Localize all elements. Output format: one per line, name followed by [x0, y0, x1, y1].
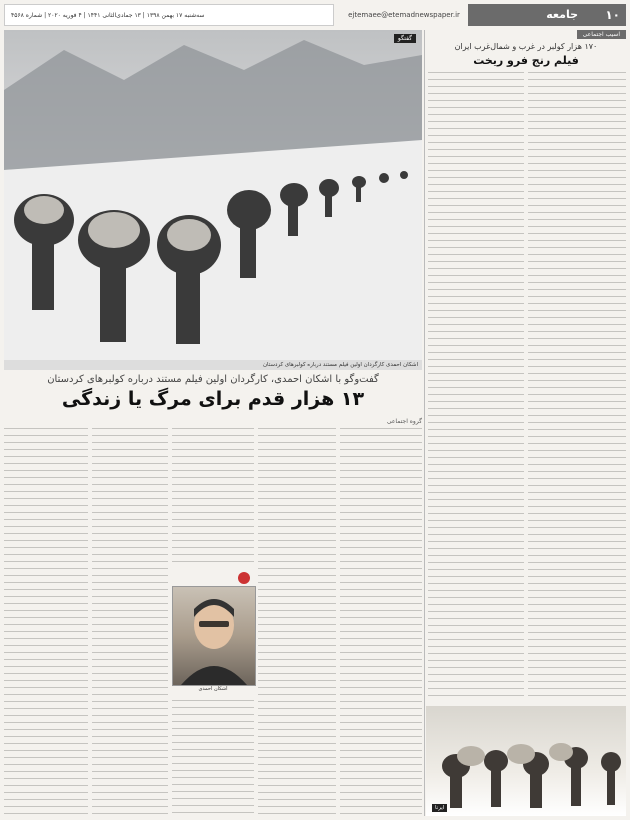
badge-dot — [238, 572, 250, 584]
photo-caption: اشکان احمدی کارگردان اولین فیلم مستند درباره کولبرهای کردستان — [4, 360, 422, 370]
portrait-illustration — [173, 587, 255, 685]
portrait-photo — [172, 586, 256, 686]
section-name: جامعه — [546, 8, 578, 21]
article-headline: ۱۳ هزار قدم برای مرگ یا زندگی — [61, 388, 365, 410]
text-column-1 — [4, 428, 88, 816]
page-number: ١٠ — [605, 8, 620, 22]
bottom-photo — [426, 706, 626, 816]
right-kicker: ۱۷۰ هزار کولبر در غرب و شمال‌غرب ایران — [454, 42, 598, 51]
text-column-5 — [340, 428, 422, 816]
porters-snow-photo — [4, 30, 422, 360]
right-section-badge: اسیب اجتماعی — [577, 30, 626, 39]
article-byline: گروه اجتماعی — [386, 418, 422, 425]
section-banner — [468, 4, 626, 26]
text-column-4 — [258, 428, 336, 816]
section-email[interactable]: ejtemaee@etemadnewspaper.ir — [348, 11, 460, 19]
right-headline: فیلم رنج فرو ریخت — [473, 54, 579, 67]
page-header — [4, 4, 626, 26]
main-photo — [4, 30, 422, 360]
column-divider — [424, 30, 425, 816]
portrait-caption: اشکان احمدی — [198, 686, 228, 692]
right-text-column-1 — [428, 72, 524, 702]
porters-group-photo — [426, 706, 626, 816]
text-column-2 — [92, 428, 168, 816]
photo-tag: گفتگو — [394, 34, 416, 43]
text-column-3 — [172, 428, 254, 568]
article-kicker: گفت‌وگو با اشکان احمدی، کارگردان اولین فیلم مستند درباره کولبرهای کردستان — [47, 374, 379, 385]
issue-info: سه‌شنبه ۱۷ بهمن ۱۳۹۸ | ۱۳ جمادی‌الثانی ۱۴۴۱ | ۴ فوریه ۲۰۲۰ | شماره ۴۵۶۸ — [4, 4, 334, 26]
text-column-3b — [172, 700, 254, 816]
right-text-column-2 — [528, 72, 626, 702]
bottom-photo-tag: ایرنا — [432, 804, 447, 812]
